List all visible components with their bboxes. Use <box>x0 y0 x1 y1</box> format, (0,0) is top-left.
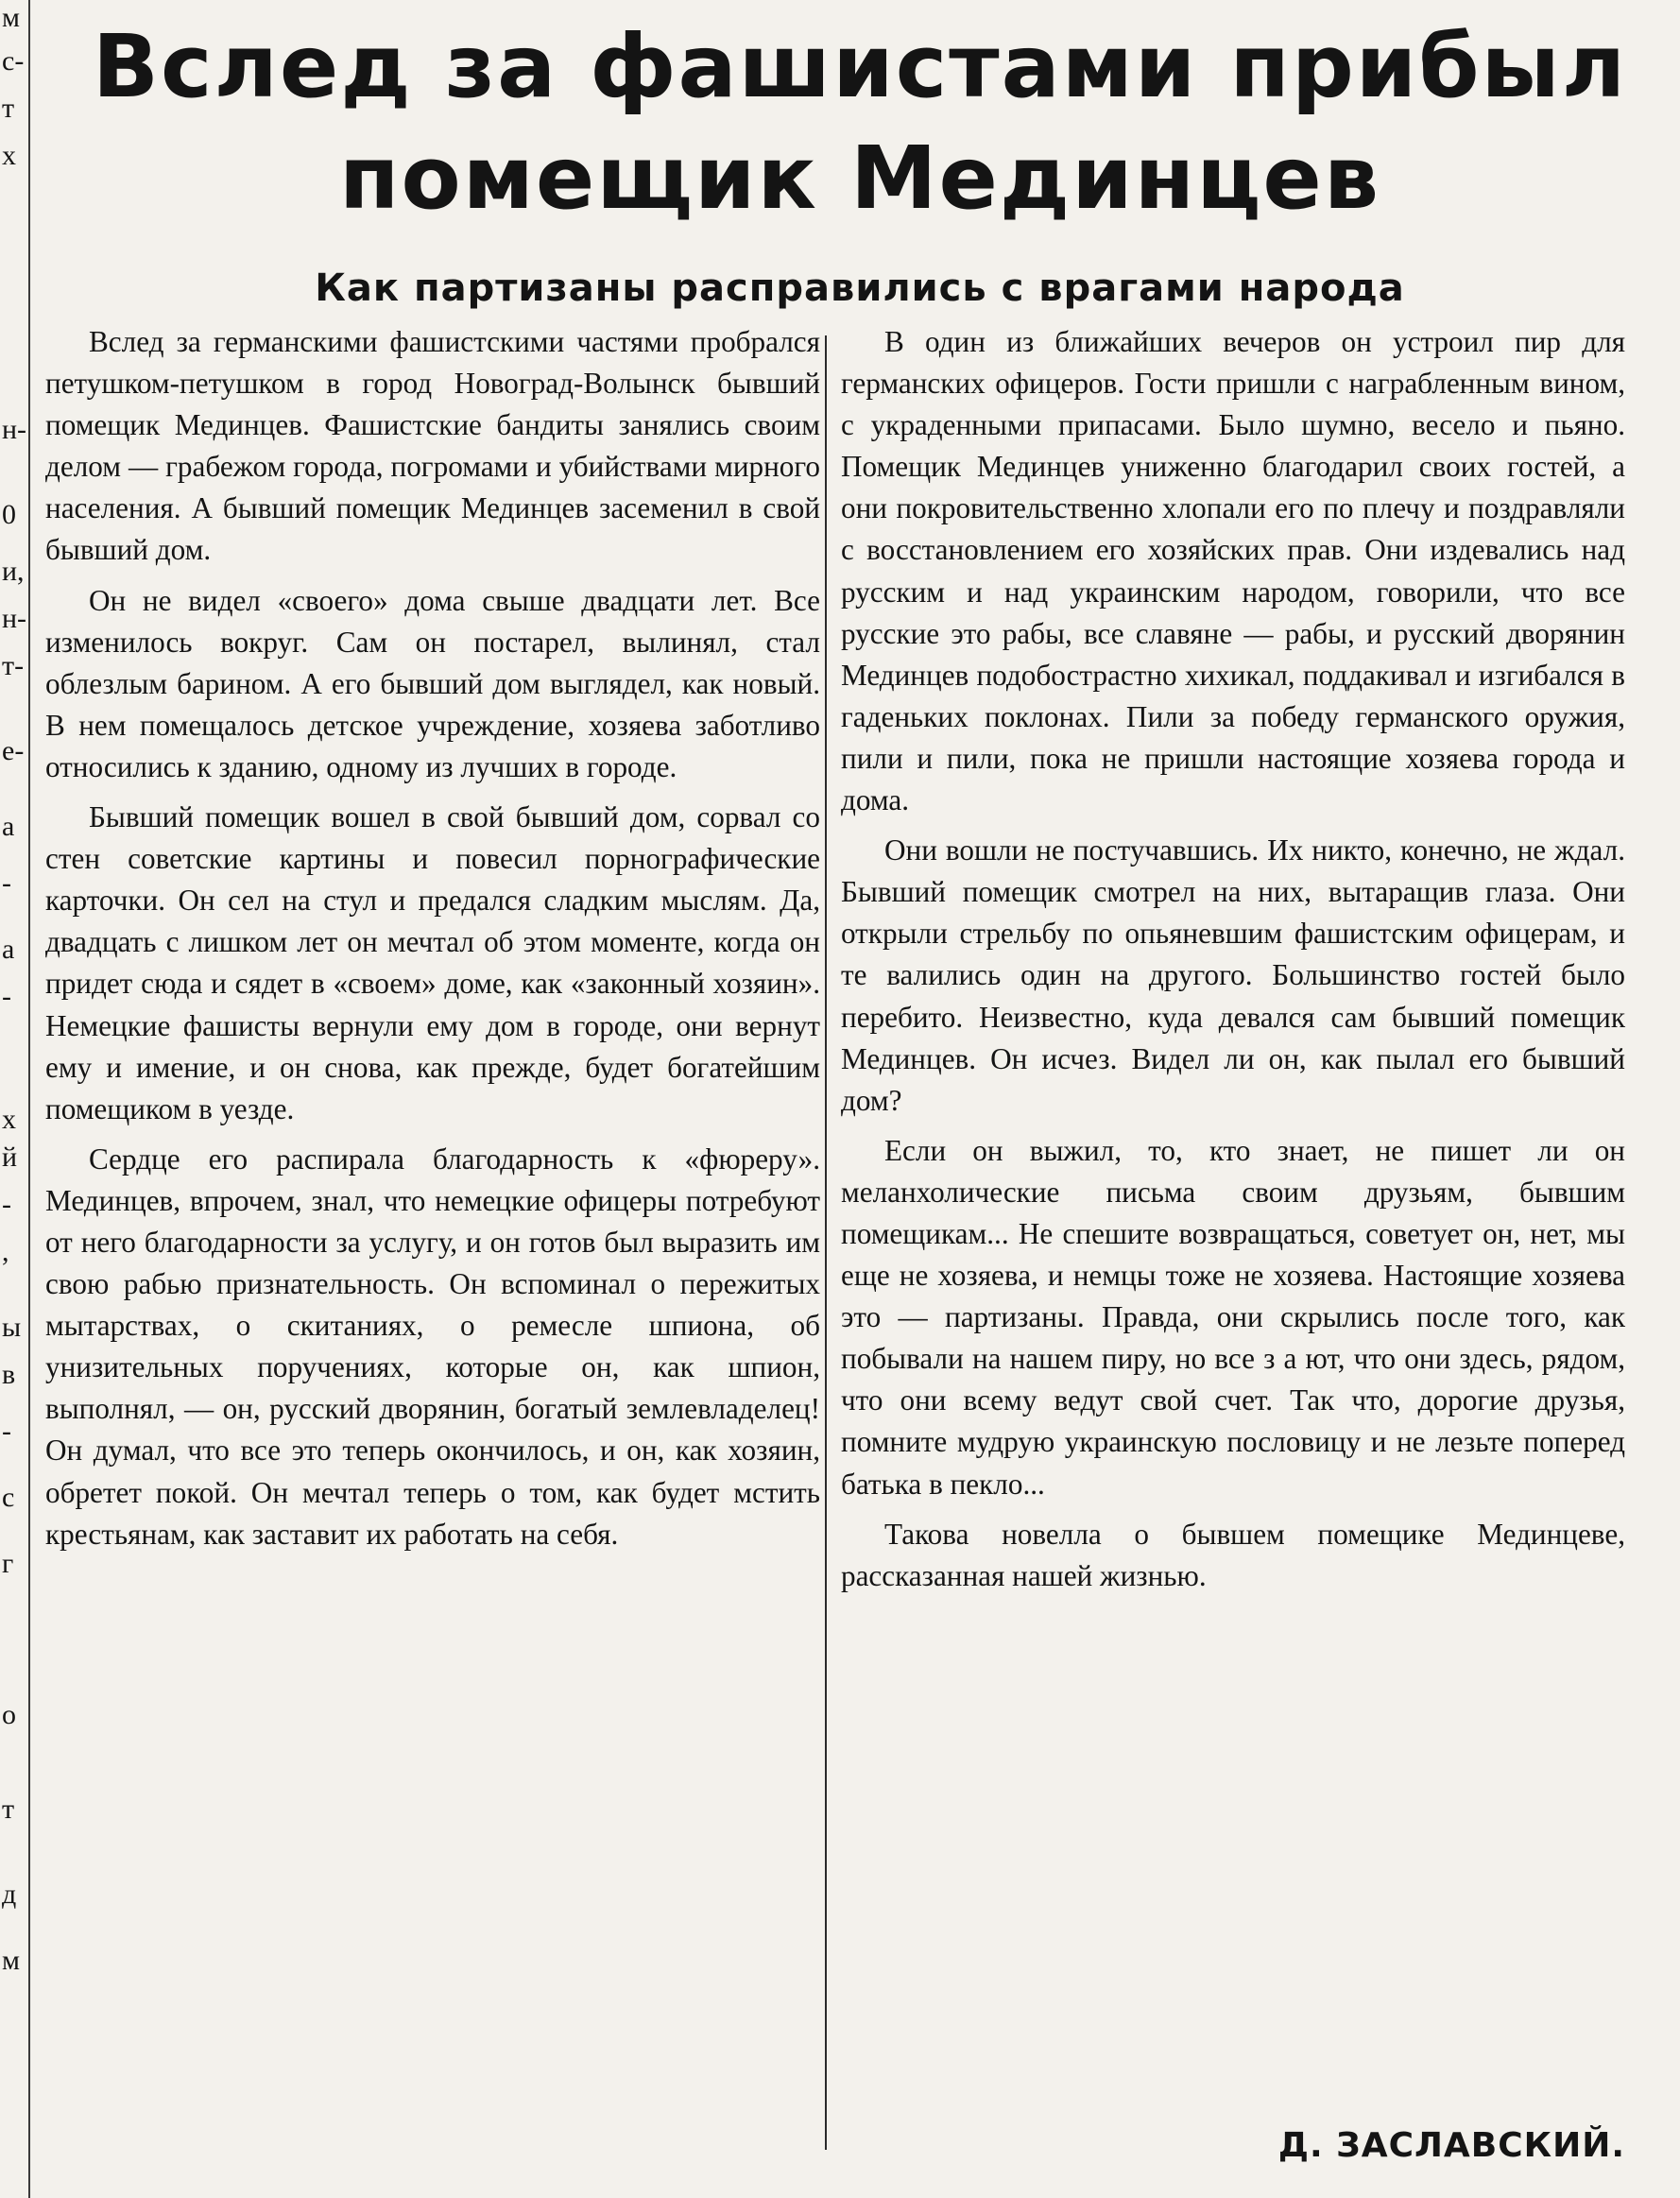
paragraph: Он не видел «своего» дома свыше двадцати лет. Все изменилось вокруг. Сам он постарел, вылинял, стал облезлым барином. А его бывший дом выглядел, как новый. В нем помещалось детское учреждение, хозяева заботливо относились к зданию, одному из лучших в городе. <box>45 583 820 783</box>
author-byline: Д. ЗАСЛАВСКИЙ. <box>1277 2126 1625 2165</box>
edge-text: с <box>2 1482 15 1513</box>
edge-text: а <box>2 934 15 965</box>
edge-text: ы <box>2 1312 22 1343</box>
column-divider <box>825 335 827 2150</box>
edge-text: х <box>2 140 16 171</box>
edge-text: т <box>2 93 15 124</box>
edge-text: с- <box>2 45 25 77</box>
edge-text: о <box>2 1699 16 1730</box>
edge-text: в <box>2 1359 16 1390</box>
edge-text: 0 <box>2 499 16 530</box>
edge-text: т <box>2 1794 15 1825</box>
edge-text: х <box>2 1104 16 1135</box>
edge-text: й <box>2 1142 18 1173</box>
edge-text: - <box>2 1416 11 1447</box>
paragraph: Они вошли не постучавшись. Их никто, конечно, не ждал. Бывший помещик смотрел на них, вытаращив глаза. Они открыли стрельбу по опьяневшим фашистским офицерам, и те валились один на другого. Большинство гостей было перебито. Неизвестно, куда девался сам бывший помещик Мединцев. Он исчез. Видел ли он, как пылал его бывший дом? <box>841 833 1625 1117</box>
edge-text: д <box>2 1879 17 1910</box>
paragraph: Сердце его распирала благодарность к «фюреру». Мединцев, впрочем, знал, что немецкие офицеры потребуют от него благодарности за услугу, и он готов был выразить им свою рабью признательность. Он вспоминал о пережитых мытарствах, о скитаниях, о ремесле шпиона, об унизительных поручениях, которые он, как шпион, выполнял, — он, русский дворянин, богатый землевладелец! Он думал, что все это теперь окончилось, и он, как хозяин, обретет покой. Он мечтал теперь о том, как будет мстить крестьянам, как заставит их работать на себя. <box>45 1142 820 1551</box>
article-headline <box>57 11 1663 234</box>
article-column-right <box>841 321 1625 1606</box>
paragraph: В один из ближайших вечеров он устроил пир для германских офицеров. Гости пришли с награбленным вином, с украденными припасами. Было шумно, весело и пьяно. Помещик Мединцев униженно благодарил своих гостей, а они покровительственно хлопали его по плечу и поздравляли с восстановлением его хозяйских прав. Они издевались над русским и над украинским народом, говорили, что все русские это рабы, все славяне — рабы, и русский дворянин Мединцев подобострастно хихикал, поддакивал и изгибался в гаденьких поклонах. Пили за победу германского оружия, пили и пили, пока не пришли настоящие хозяева города и дома. <box>841 325 1625 817</box>
article-column-left <box>45 321 820 1564</box>
edge-text: е- <box>2 735 25 766</box>
edge-text: а <box>2 811 15 842</box>
edge-text: - <box>2 981 11 1012</box>
article-subheadline: Как партизаны расправились с врагами народа <box>315 266 1405 310</box>
paragraph: Бывший помещик вошел в свой бывший дом, сорвал со стен советские картины и повесил порнографические карточки. Он сел на стул и предался сладким мыслям. Да, двадцать с лишком лет он мечтал об этом моменте, когда он придет сюда и сядет в «своем» доме, как «законный хозяин». Немецкие фашисты вернули ему дом в городе, они вернут ему и имение, и он снова, как прежде, будет богатейшим помещиком в уезде. <box>45 800 820 1125</box>
edge-text: и, <box>2 556 25 587</box>
paragraph: Если он выжил, то, кто знает, не пишет ли он меланхолические письма своим друзьям, бывшим помещикам... Не спешите возвращаться, советует он, нет, мы еще не хозяева, и немцы тоже не хозяева. Настоящие хозяева это — партизаны. Правда, они скрылись после того, как побывали на нашем пиру, но все з а ют, что они здесь, рядом, что они всему ведут свой счет. Так что, дорогие друзья, помните мудрую украинскую пословицу и не лезьте поперед батька в пекло... <box>841 1133 1625 1501</box>
edge-text: , <box>2 1236 9 1267</box>
headline-line-1: Вслед за фашистами прибыл <box>92 16 1628 117</box>
edge-text: м <box>2 2 20 33</box>
edge-text: г <box>2 1548 14 1579</box>
headline-line-2: помещик Мединцев <box>338 128 1381 229</box>
adjacent-column-fragment <box>0 0 30 2198</box>
paragraph: Вслед за германскими фашистскими частями пробрался петушком-петушком в город Новоград-Волынск бывший помещик Мединцев. Фашистские бандиты занялись своим делом — грабежом города, погромами и убийствами мирного населения. А бывший помещик Мединцев засеменил в свой бывший дом. <box>45 325 820 567</box>
edge-text: - <box>2 867 11 899</box>
paragraph: Такова новелла о бывшем помещике Мединцеве, рассказанная нашей жизнью. <box>841 1517 1625 1592</box>
edge-text: м <box>2 1945 20 1976</box>
edge-text: т- <box>2 650 25 681</box>
edge-text: н- <box>2 603 27 634</box>
edge-text: - <box>2 1189 11 1220</box>
edge-text: н- <box>2 414 27 445</box>
